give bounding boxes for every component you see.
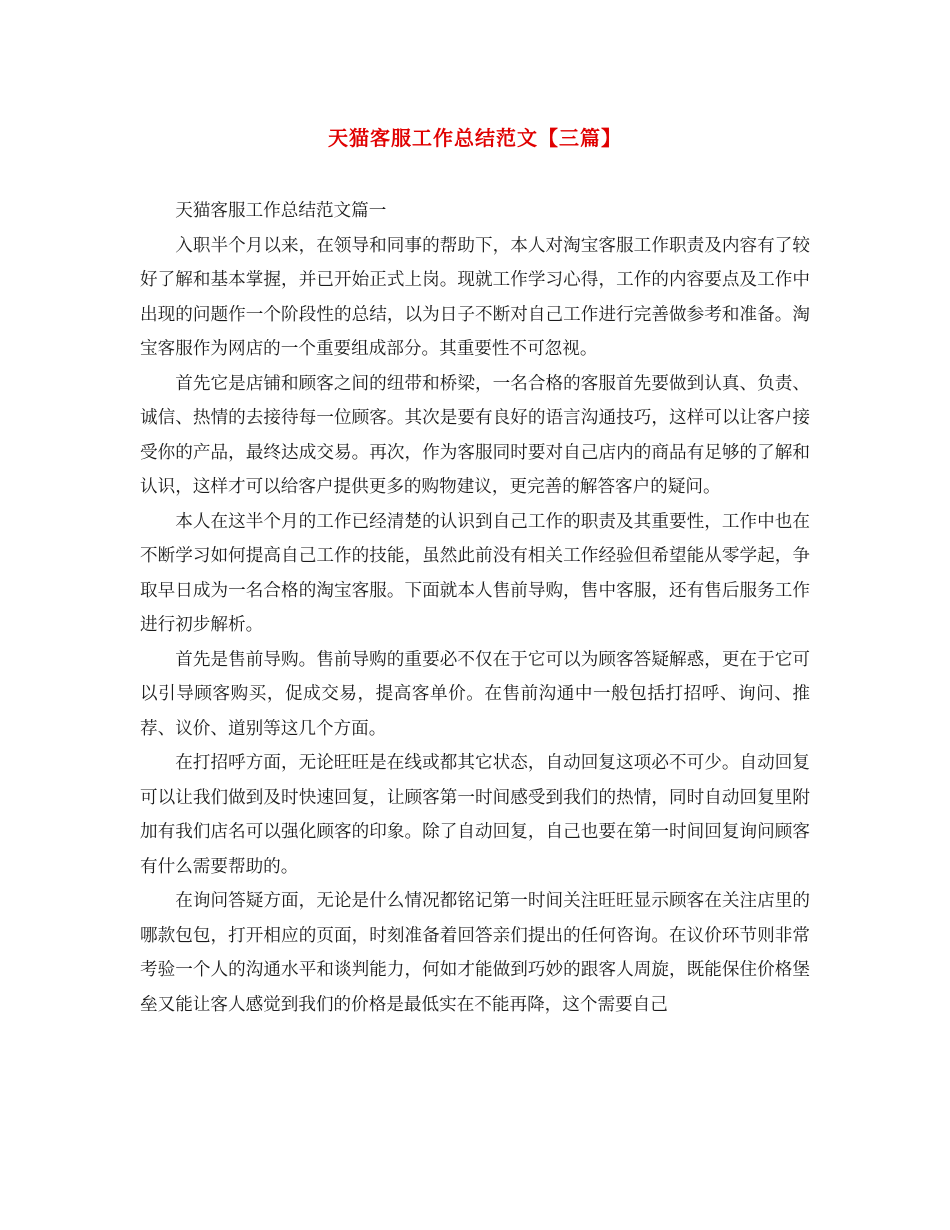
document-body <box>140 194 810 1022</box>
paragraph: 首先是售前导购。售前导购的重要必不仅在于它可以为顾客答疑解惑，更在于它可以引导顾客购买，促成交易，提高客单价。在售前沟通中一般包括打招呼、询问、推荐、议价、道别等这几个方面。 <box>140 649 810 739</box>
paragraph: 首先它是店铺和顾客之间的纽带和桥梁，一名合格的客服首先要做到认真、负责、诚信、热情的去接待每一位顾客。其次是要有良好的语言沟通技巧，这样可以让客户接受你的产品，最终达成交易。再次，作为客服同时要对自己店内的商品有足够的了解和认识，这样才可以给客户提供更多的购物建议，更完善的解答客户的疑问。 <box>140 373 810 497</box>
paragraph: 在询问答疑方面，无论是什么情况都铭记第一时间关注旺旺显示顾客在关注店里的哪款包包，打开相应的页面，时刻准备着回答亲们提出的任何咨询。在议价环节则非常考验一个人的沟通水平和谈判能力，何如才能做到巧妙的跟客人周旋，既能保住价格堡垒又能让客人感觉到我们的价格是最低实在不能再降，这个需要自己 <box>140 891 810 1015</box>
paragraph: 本人在这半个月的工作已经清楚的认识到自己工作的职责及其重要性，工作中也在不断学习如何提高自己工作的技能，虽然此前没有相关工作经验但希望能从零学起，争取早日成为一名合格的淘宝客服。下面就本人售前导购，售中客服，还有售后服务工作进行初步解析。 <box>140 511 810 635</box>
section-heading: 天猫客服工作总结范文篇一 <box>175 201 387 221</box>
paragraph: 入职半个月以来，在领导和同事的帮助下，本人对淘宝客服工作职责及内容有了较好了解和基本掌握，并已开始正式上岗。现就工作学习心得，工作的内容要点及工作中出现的问题作一个阶段性的总结，以为日子不断对自己工作进行完善做参考和准备。淘宝客服作为网店的一个重要组成部分。其重要性不可忽视。 <box>140 235 810 359</box>
document-title: 天猫客服工作总结范文【三篇】 <box>328 126 622 150</box>
paragraph: 在打招呼方面，无论旺旺是在线或都其它状态，自动回复这项必不可少。自动回复可以让我们做到及时快速回复，让顾客第一时间感受到我们的热情，同时自动回复里附加有我们店名可以强化顾客的印象。除了自动回复，自己也要在第一时间回复询问顾客有什么需要帮助的。 <box>140 753 810 877</box>
